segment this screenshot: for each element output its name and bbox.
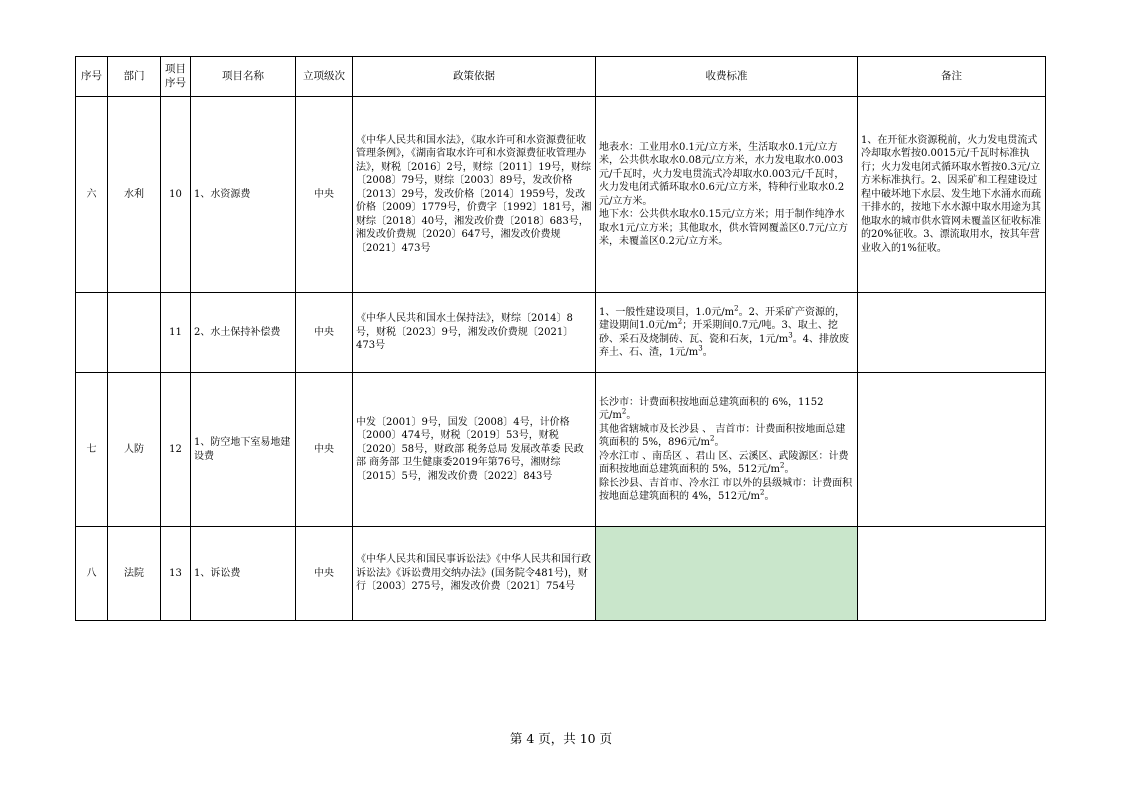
cell-level: 中央 xyxy=(296,373,353,527)
header-remarks: 备注 xyxy=(858,57,1046,97)
table-row xyxy=(76,97,1046,293)
cell-item-name: 1、防空地下室易地建设费 xyxy=(191,373,296,527)
cell-seq xyxy=(76,293,108,373)
cell-policy: 《中华人民共和国水法》，《取水许可和水资源费征收管理条例》，《湖南省取水许可和水资源费征收管理办法》，财税〔2016〕2号，财综〔2011〕19号，财综〔2008〕79号，财综〔2003〕89号，发改价格〔2013〕29号，发改价格〔2014〕1959号，发改价格〔2009〕1779号，价费字〔1992〕181号，湘财综〔2018〕40号，湘发改价费〔2018〕683号，湘发改价费规〔2020〕647号，湘发改价费规〔2021〕473号 xyxy=(353,97,596,293)
fee-table xyxy=(75,56,1046,621)
page-footer: 第 4 页，共 10 页 xyxy=(509,731,613,746)
header-standard: 收费标准 xyxy=(596,57,858,97)
header-level: 立项级次 xyxy=(296,57,353,97)
cell-standard-highlighted xyxy=(596,527,858,621)
cell-item-seq: 13 xyxy=(161,527,191,621)
cell-policy: 中发〔2001〕9号，国发〔2008〕4号，计价格〔2000〕474号，财税〔2019〕53号，财税〔2020〕58号，财政部 税务总局 发展改革委 民政部 商务部 卫生健康委2019年第76号，湘财综〔2015〕5号，湘发改价费〔2022〕843号 xyxy=(353,373,596,527)
header-seq: 序号 xyxy=(76,57,108,97)
header-item-seq: 项目序号 xyxy=(161,57,191,97)
cell-dept xyxy=(108,293,161,373)
cell-dept: 法院 xyxy=(108,527,161,621)
cell-dept: 人防 xyxy=(108,373,161,527)
cell-dept: 水利 xyxy=(108,97,161,293)
cell-standard: 地表水：工业用水0.1元/立方米，生活取水0.1元/立方米，公共供水取水0.08元/立方米，水力发电取水0.003元/千瓦时，火力发电贯流式冷却取水0.003元/千瓦时，火力发电闭式循环取水0.6元/立方米，特种行业取水0.2元/立方米。 地下水：公共供水取水0.15元/立方米；用于制作纯净水取水1元/立方米；其他取水，供水管网覆盖区0.7元/立方米，未覆盖区0.2元/立方米。 xyxy=(596,97,858,293)
cell-standard: 长沙市：计费面积按地面总建筑面积的 6%，1152元$/m^2$。 其他省辖城市及长沙县 、 吉首市：计费面积按地面总建筑面积的 5%，896元$/m^2$。 冷水江市 、南岳区 、君山 区、云溪区、武陵源区：计费面积按地面总建筑面积的 5%，512元$/m^2$。 除长沙县、吉首市、冷水江 市以外的县级城市：计费面积按地面总建筑面积的 4%，512元$/m^2$。 xyxy=(596,373,858,527)
table-row xyxy=(76,293,1046,373)
table-row xyxy=(76,527,1046,621)
header-row xyxy=(76,57,1046,97)
cell-level: 中央 xyxy=(296,293,353,373)
cell-seq: 六 xyxy=(76,97,108,293)
cell-item-name: 1、水资源费 xyxy=(191,97,296,293)
cell-item-seq: 10 xyxy=(161,97,191,293)
header-policy: 政策依据 xyxy=(353,57,596,97)
cell-policy: 《中华人民共和国民事诉讼法》《中华人民共和国行政诉讼法》《诉讼费用交纳办法》(国务院令481号)，财行〔2003〕275号，湘发改价费〔2021〕754号 xyxy=(353,527,596,621)
cell-item-seq: 12 xyxy=(161,373,191,527)
header-item-name: 项目名称 xyxy=(191,57,296,97)
cell-remarks: 1、在开征水资源税前，火力发电贯流式冷却取水暂按0.0015元/千瓦时标准执行；火力发电闭式循环取水暂按0.3元/立方米标准执行。2、因采矿和工程建设过程中破坏地下水层、发生地下水涌水而疏干排水的，按地下水水源中取水用途为其他取水的城市供水管网未覆盖区征收标准的20%征收。3、漂流取用水，按其年营业收入的1%征收。 xyxy=(858,97,1046,293)
cell-remarks xyxy=(858,373,1046,527)
cell-seq: 七 xyxy=(76,373,108,527)
cell-standard: 1、一般性建设项目，1.0元$/m^2$。2、开采矿产资源的，建设期间1.0元$/m^2$；开采期间0.7元/吨。3、取土、挖砂、采石及烧制砖、瓦、瓷和石灰，1元$/m^3$。4、排放废弃土、石、渣，1元$/m^3$。 xyxy=(596,293,858,373)
header-dept: 部门 xyxy=(108,57,161,97)
cell-seq: 八 xyxy=(76,527,108,621)
table-row xyxy=(76,373,1046,527)
cell-remarks xyxy=(858,527,1046,621)
cell-item-seq: 11 xyxy=(161,293,191,373)
cell-level: 中央 xyxy=(296,97,353,293)
cell-policy: 《中华人民共和国水土保持法》，财综〔2014〕8号，财税〔2023〕9号，湘发改价费规〔2021〕473号 xyxy=(353,293,596,373)
cell-remarks xyxy=(858,293,1046,373)
cell-level: 中央 xyxy=(296,527,353,621)
cell-item-name: 2、水土保持补偿费 xyxy=(191,293,296,373)
cell-item-name: 1、诉讼费 xyxy=(191,527,296,621)
